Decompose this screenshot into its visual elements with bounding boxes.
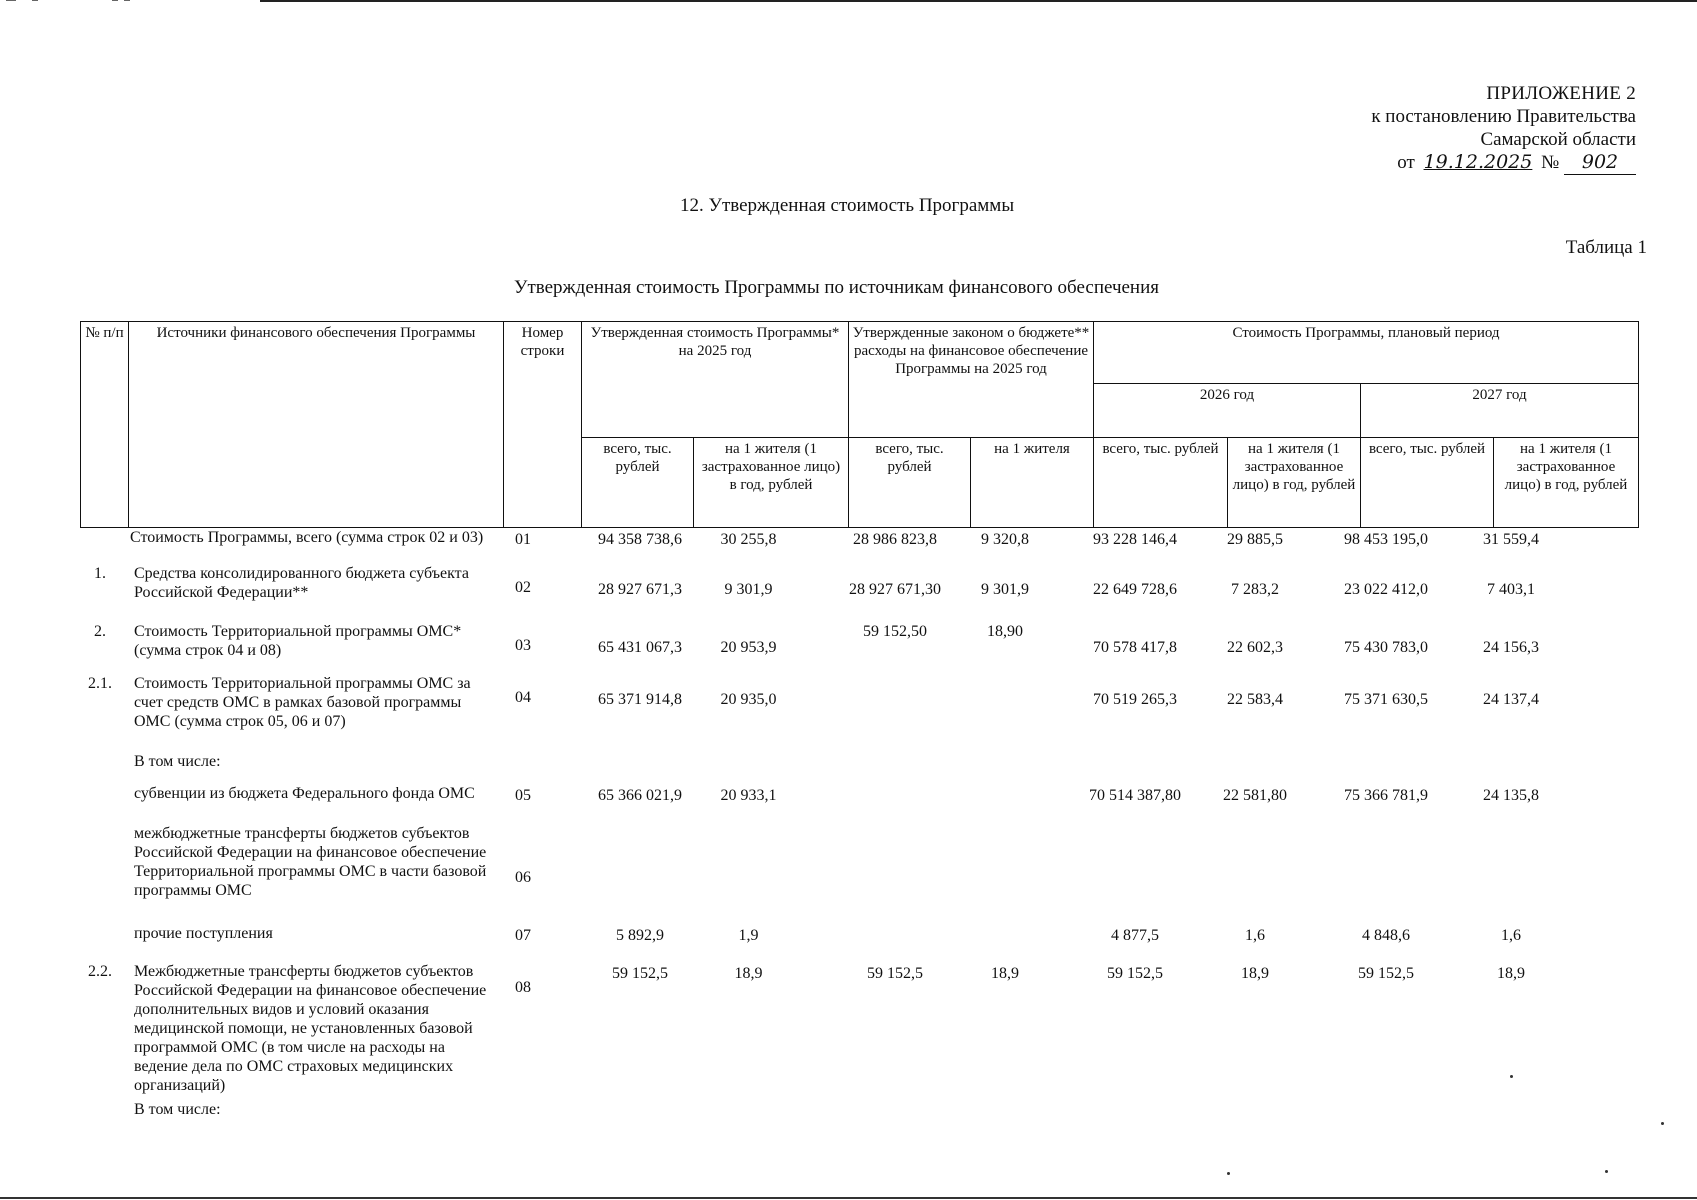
row-value: 70 514 387,80 bbox=[1089, 787, 1181, 804]
row-value: 75 430 783,0 bbox=[1344, 639, 1428, 656]
scan-speck bbox=[1605, 1170, 1608, 1173]
row-line-code: 04 bbox=[515, 689, 531, 706]
scan-edge-top bbox=[260, 0, 1697, 2]
row-number: 2.2. bbox=[88, 963, 112, 980]
row-value: 59 152,5 bbox=[1107, 965, 1163, 982]
row-line-code: 05 bbox=[515, 787, 531, 804]
row-value: 28 986 823,8 bbox=[853, 531, 937, 548]
header-per-capita: на 1 жителя bbox=[971, 438, 1094, 528]
row-line-code: 08 bbox=[515, 979, 531, 996]
scan-speck bbox=[1661, 1122, 1664, 1125]
row-source-text: прочие поступления bbox=[134, 925, 273, 942]
row-value: 24 135,8 bbox=[1483, 787, 1539, 804]
row-source-text: субвенции из бюджета Федерального фонда ОМС bbox=[134, 785, 475, 802]
header-total: всего, тыс. рублей bbox=[1094, 438, 1228, 528]
header-total: всего, тыс. рублей bbox=[582, 438, 694, 528]
row-value: 7 283,2 bbox=[1231, 581, 1279, 598]
header-num: № п/п bbox=[81, 322, 129, 528]
row-value: 9 301,9 bbox=[724, 581, 773, 598]
handwritten-date: 19.12.2025 bbox=[1423, 151, 1533, 173]
header-line: Номер строки bbox=[504, 322, 582, 528]
table-number: Таблица 1 bbox=[1565, 237, 1647, 258]
header-total: всего, тыс. рублей bbox=[1361, 438, 1494, 528]
header-approved-2025: Утвержденная стоимость Программы* на 2025 год bbox=[582, 322, 849, 438]
appendix-line2: Самарской области bbox=[1480, 129, 1636, 150]
row-value: 28 927 671,30 bbox=[849, 581, 941, 598]
row-source-text: Стоимость Территориальной программы ОМС* (сумма строк 04 и 08) bbox=[134, 623, 462, 659]
row-line-code: 03 bbox=[515, 637, 531, 654]
row-value: 18,90 bbox=[987, 623, 1023, 640]
row-value: 65 371 914,8 bbox=[598, 691, 682, 708]
row-source-text: Стоимость Программы, всего (сумма строк 02 и 03) bbox=[130, 529, 484, 546]
row-value: 1,9 bbox=[738, 927, 759, 944]
handwritten-number: 902 bbox=[1581, 151, 1619, 173]
from-label: от bbox=[1397, 152, 1415, 173]
row-value: 20 933,1 bbox=[720, 787, 777, 804]
row-number: 2.1. bbox=[88, 675, 112, 692]
section-heading: 12. Утвержденная стоимость Программы bbox=[680, 195, 1015, 216]
row-value: 18,9 bbox=[991, 965, 1019, 982]
row-value: 65 431 067,3 bbox=[598, 639, 682, 656]
scan-speck bbox=[1510, 1075, 1513, 1078]
row-value: 20 935,0 bbox=[720, 691, 777, 708]
row-value: 22 583,4 bbox=[1227, 691, 1283, 708]
row-value: 70 519 265,3 bbox=[1093, 691, 1177, 708]
header-budget-2025: Утвержденные законом о бюджете** расходы на финансовое обеспечение Программы на 2025 год bbox=[849, 322, 1094, 438]
row-value: 30 255,8 bbox=[720, 531, 777, 548]
row-value: 1,6 bbox=[1245, 927, 1265, 944]
header-per-capita-insured: на 1 жителя (1 застрахованное лицо) в год, рублей bbox=[1494, 438, 1639, 528]
header-planned: Стоимость Программы, плановый период bbox=[1094, 322, 1639, 384]
row-value: 59 152,5 bbox=[1358, 965, 1414, 982]
header-total: всего, тыс. рублей bbox=[849, 438, 971, 528]
row-line-code: 06 bbox=[515, 869, 531, 886]
scan-speck bbox=[1227, 1172, 1230, 1175]
row-value: 70 578 417,8 bbox=[1093, 639, 1177, 656]
row-value: 31 559,4 bbox=[1483, 531, 1539, 548]
row-value: 9 301,9 bbox=[981, 581, 1029, 598]
row-value: 5 892,9 bbox=[616, 927, 664, 944]
row-number: 2. bbox=[94, 623, 106, 640]
row-source-text: В том числе: bbox=[134, 753, 221, 770]
header-2026: 2026 год bbox=[1094, 384, 1361, 438]
appendix-block bbox=[1371, 82, 1636, 175]
scan-edge-bottom bbox=[0, 1197, 1697, 1199]
scan-mark bbox=[124, 0, 130, 1]
row-value: 59 152,5 bbox=[867, 965, 923, 982]
header-source: Источники финансового обеспечения Программы bbox=[129, 322, 504, 528]
row-value: 75 366 781,9 bbox=[1344, 787, 1428, 804]
row-value: 29 885,5 bbox=[1227, 531, 1283, 548]
number-field bbox=[1564, 151, 1636, 175]
row-value: 20 953,9 bbox=[720, 639, 777, 656]
scan-mark bbox=[6, 0, 16, 1]
appendix-title: ПРИЛОЖЕНИЕ 2 bbox=[1486, 83, 1636, 104]
row-source-text: Межбюджетные трансферты бюджетов субъектов Российской Федерации на финансовое обеспечение дополнительных видов и условий оказания медицинской помощи, не установленных базовой программой ОМС (в том числе на расходы на ведение дела по ОМС страховых медицинских организаций) bbox=[134, 963, 487, 1094]
row-value: 75 371 630,5 bbox=[1344, 691, 1428, 708]
row-value: 18,9 bbox=[734, 965, 763, 982]
row-value: 93 228 146,4 bbox=[1093, 531, 1177, 548]
row-value: 22 581,80 bbox=[1223, 787, 1287, 804]
scan-mark bbox=[112, 0, 118, 1]
row-line-code: 01 bbox=[515, 531, 531, 548]
row-value: 59 152,5 bbox=[612, 965, 668, 982]
header-per-capita-insured: на 1 жителя (1 застрахованное лицо) в год, рублей bbox=[694, 438, 849, 528]
row-value: 9 320,8 bbox=[981, 531, 1029, 548]
row-value: 65 366 021,9 bbox=[598, 787, 682, 804]
scan-mark bbox=[32, 0, 38, 1]
row-source-text: Стоимость Территориальной программы ОМС за счет средств ОМС в рамках базовой программы ОМС (сумма строк 05, 06 и 07) bbox=[134, 675, 471, 730]
row-value: 22 649 728,6 bbox=[1093, 581, 1177, 598]
row-value: 24 156,3 bbox=[1483, 639, 1539, 656]
row-line-code: 07 bbox=[515, 927, 531, 944]
header-per-capita-insured: на 1 жителя (1 застрахованное лицо) в год, рублей bbox=[1228, 438, 1361, 528]
row-value: 24 137,4 bbox=[1483, 691, 1539, 708]
row-value: 98 453 195,0 bbox=[1344, 531, 1428, 548]
appendix-line1: к постановлению Правительства bbox=[1371, 106, 1636, 127]
row-value: 23 022 412,0 bbox=[1344, 581, 1428, 598]
table-caption: Утвержденная стоимость Программы по источникам финансового обеспечения bbox=[514, 277, 1160, 298]
row-value: 59 152,50 bbox=[863, 623, 927, 640]
row-value: 94 358 738,6 bbox=[598, 531, 682, 548]
row-source-text: межбюджетные трансферты бюджетов субъектов Российской Федерации на финансовое обеспечение Территориальной программы ОМС в части базовой программы ОМС bbox=[134, 825, 487, 899]
row-line-code: 02 bbox=[515, 579, 531, 596]
table-header bbox=[80, 321, 1639, 528]
header-2027: 2027 год bbox=[1361, 384, 1639, 438]
row-value: 7 403,1 bbox=[1487, 581, 1535, 598]
row-value: 18,9 bbox=[1497, 965, 1525, 982]
row-value: 1,6 bbox=[1501, 927, 1521, 944]
row-value: 4 877,5 bbox=[1111, 927, 1159, 944]
row-source-text: В том числе: bbox=[134, 1101, 221, 1118]
row-value: 4 848,6 bbox=[1362, 927, 1410, 944]
row-value: 22 602,3 bbox=[1227, 639, 1283, 656]
row-value: 18,9 bbox=[1241, 965, 1269, 982]
number-label: № bbox=[1541, 152, 1560, 173]
row-value: 28 927 671,3 bbox=[598, 581, 682, 598]
row-source-text: Средства консолидированного бюджета субъекта Российской Федерации** bbox=[134, 565, 469, 601]
row-number: 1. bbox=[94, 565, 106, 582]
appendix-date-line bbox=[1371, 151, 1636, 175]
